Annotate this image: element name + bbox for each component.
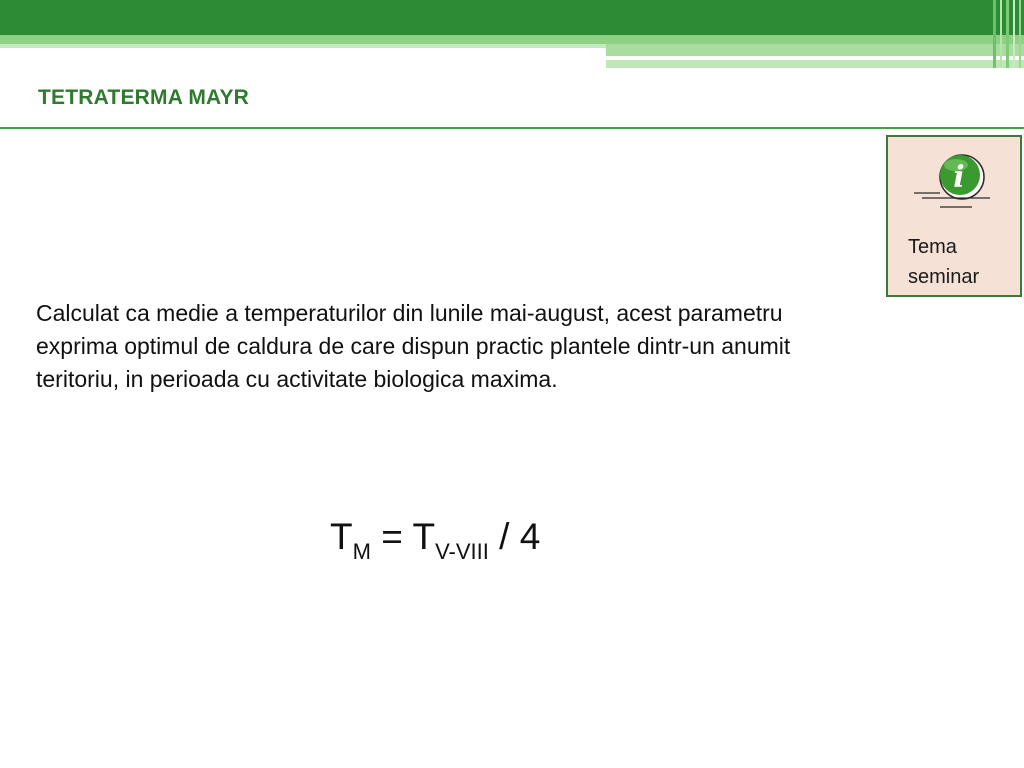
- page-title: TETRATERMA MAYR: [38, 86, 250, 109]
- body-paragraph: Calculat ca medie a temperaturilor din lunile mai-august, acest parametru exprima optimul de caldura de care dispun practic plantele dintr-un anumit teritoriu, in perioada cu activitate biologica maxima.: [36, 300, 791, 392]
- info-icon: [910, 151, 996, 211]
- header-stripe: [993, 0, 996, 68]
- header-stripe: [1019, 0, 1021, 68]
- formula: [330, 516, 541, 564]
- title-divider: [0, 127, 1024, 129]
- header-stripe: [1013, 0, 1015, 68]
- header-band-light: [0, 35, 1024, 44]
- formula-rhs-subscript: V-VIII: [435, 539, 489, 564]
- seminar-info-box[interactable]: [886, 135, 1022, 297]
- svg-text:i: i: [953, 160, 965, 195]
- info-box-label: [908, 232, 1018, 292]
- header-stripe: [1000, 0, 1002, 68]
- formula-rhs-symbol: T: [412, 516, 436, 557]
- formula-lhs-subscript: M: [352, 539, 371, 564]
- header-band-pale-right: [606, 44, 1024, 56]
- formula-lhs-symbol: T: [330, 516, 353, 557]
- formula-divisor: / 4: [499, 516, 541, 557]
- header-band-dark: [0, 0, 1024, 35]
- info-box-label-line2: seminar: [908, 266, 980, 288]
- header-stripe: [1006, 0, 1009, 68]
- header-band-pale-left: [0, 44, 606, 48]
- info-box-label-line1: Tema: [908, 236, 957, 258]
- header-band-lower-right: [606, 60, 1024, 68]
- formula-equals: =: [381, 516, 403, 557]
